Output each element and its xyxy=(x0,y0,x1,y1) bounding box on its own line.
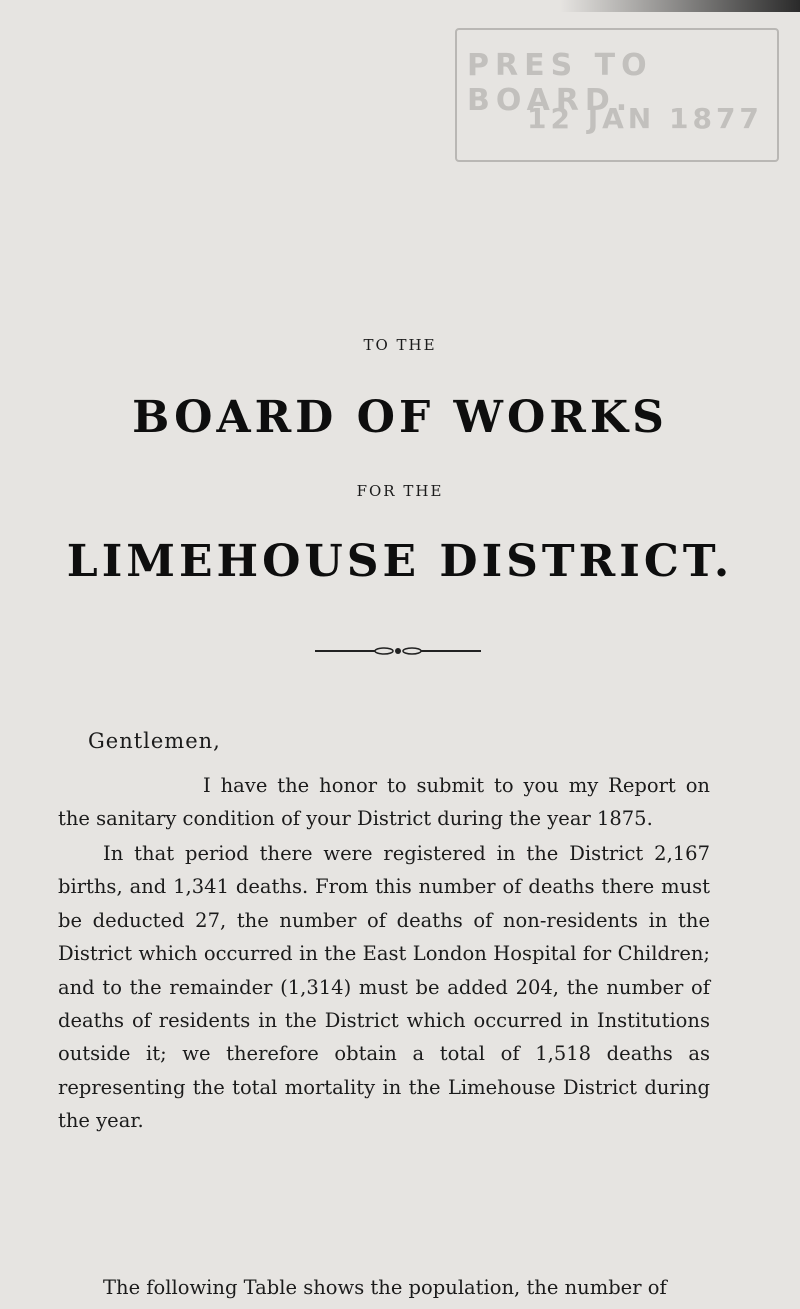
stamp-line-1: PRES TO BOARD. xyxy=(467,48,653,118)
received-stamp xyxy=(455,28,779,162)
paragraph-2: In that period there were registered in the District 2,167 births, and 1,341 deaths. From this number of deaths there must be deducted 27, the number of deaths of non-residents in the District which occurred in the East London Hospital for Children; and to the remainder (1,314) must be added 204, the number of deaths of residents in the District which occurred in Institutions outside it; we therefore obtain a total of 1,518 deaths as representing the total mortality in the Limehouse District during the year. xyxy=(58,842,710,1133)
stamp-date: 12 JAN 1877 xyxy=(527,102,763,135)
paragraph-1: I have the honor to submit to you my Report on the sanitary condition of your District during the year 1875. xyxy=(58,774,710,831)
paragraph-3: The following Table shows the population, the number of xyxy=(103,1276,667,1299)
heading-board-of-works: BOARD OF WORKS xyxy=(132,392,668,443)
ornament-divider xyxy=(315,646,481,656)
heading-to-the: TO THE xyxy=(363,336,437,354)
salutation: Gentlemen, xyxy=(88,729,221,753)
heading-for-the: FOR THE xyxy=(356,482,444,500)
heading-limehouse-district: LIMEHOUSE DISTRICT. xyxy=(66,536,734,587)
